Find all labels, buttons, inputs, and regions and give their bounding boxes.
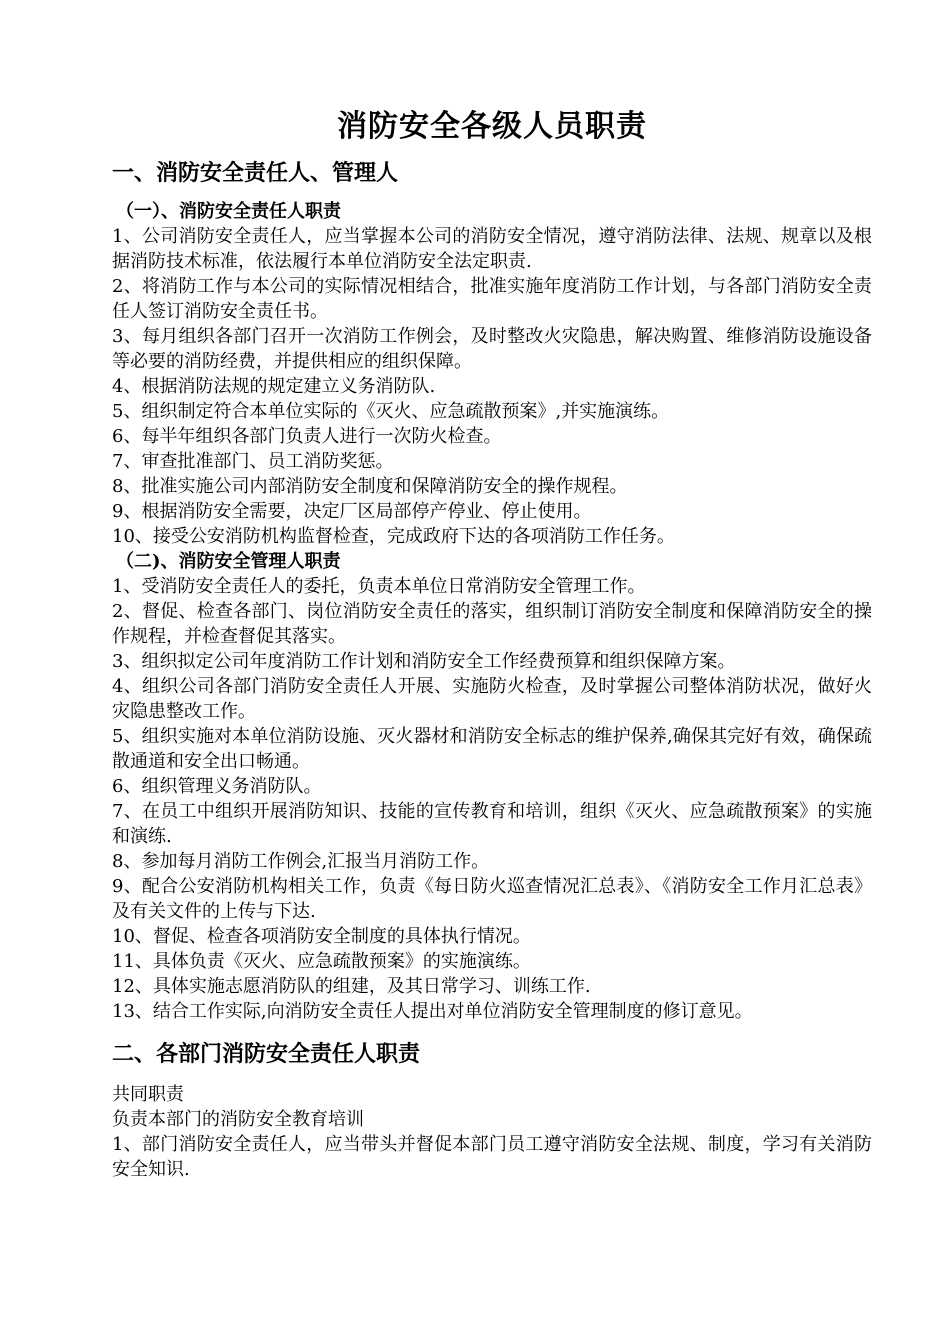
list-item: 6、组织管理义务消防队。 (112, 776, 322, 797)
list-item: 11、具体负责《灭火、应急疏散预案》的实施演练。 (112, 951, 531, 972)
list-item: 1、受消防安全责任人的委托，负责本单位日常消防安全管理工作。 (112, 576, 646, 597)
list-item: 8、参加每月消防工作例会,汇报当月消防工作。 (112, 851, 490, 872)
list-item: 10、督促、检查各项消防安全制度的具体执行情况。 (112, 926, 531, 947)
list-item: 7、审查批准部门、员工消防奖惩。 (112, 451, 394, 472)
list-item: 10、接受公安消防机构监督检查，完成政府下达的各项消防工作任务。 (112, 526, 675, 547)
section-heading: 一、消防安全责任人、管理人 (112, 160, 399, 186)
list-item: 5、组织实施对本单位消防设施、灭火器材和消防安全标志的维护保养,确保其完好有效，确保疏散通道和安全出口畅通。 (112, 726, 872, 772)
list-item: 7、在员工中组织开展消防知识、技能的宣传教育和培训，组织《灭火、应急疏散预案》的实施和演练. (112, 801, 872, 847)
list-item: 12、具体实施志愿消防队的组建，及其日常学习、训练工作. (112, 976, 591, 997)
list-item: 3、每月组织各部门召开一次消防工作例会，及时整改火灾隐患，解决购置、维修消防设施设备等必要的消防经费，并提供相应的组织保障。 (112, 326, 872, 372)
body-line: 共同职责 (112, 1084, 184, 1105)
list-item: 1、部门消防安全责任人，应当带头并督促本部门员工遵守消防安全法规、制度，学习有关消防安全知识. (112, 1134, 872, 1180)
subsection-heading: （一）、消防安全责任人职责 (116, 201, 341, 222)
list-item: 2、将消防工作与本公司的实际情况相结合，批准实施年度消防工作计划，与各部门消防安全责任人签订消防安全责任书。 (112, 276, 872, 322)
body-line: 负责本部门的消防安全教育培训 (112, 1109, 364, 1130)
list-item: 6、每半年组织各部门负责人进行一次防火检查。 (112, 426, 502, 447)
list-item: 4、根据消防法规的规定建立义务消防队. (112, 376, 436, 397)
list-item: 1、公司消防安全责任人，应当掌握本公司的消防安全情况，遵守消防法律、法规、规章以及根据消防技术标准，依法履行本单位消防安全法定职责. (112, 226, 872, 272)
document-title: 消防安全各级人员职责 (337, 109, 647, 144)
list-item: 5、组织制定符合本单位实际的《灭火、应急疏散预案》,并实施演练。 (112, 401, 670, 422)
list-item: 9、根据消防安全需要，决定厂区局部停产停业、停止使用。 (112, 501, 592, 522)
section-heading: 二、各部门消防安全责任人职责 (112, 1041, 421, 1067)
list-item: 9、配合公安消防机构相关工作，负责《每日防火巡查情况汇总表》、《消防安全工作月汇总表》及有关文件的上传与下达. (112, 876, 872, 922)
list-item: 3、组织拟定公司年度消防工作计划和消防安全工作经费预算和组织保障方案。 (112, 651, 736, 672)
list-item: 2、督促、检查各部门、岗位消防安全责任的落实，组织制订消防安全制度和保障消防安全的操作规程，并检查督促其落实。 (112, 601, 872, 647)
list-item: 8、批准实施公司内部消防安全制度和保障消防安全的操作规程。 (112, 476, 628, 497)
list-item: 4、组织公司各部门消防安全责任人开展、实施防火检查，及时掌握公司整体消防状况，做好火灾隐患整改工作。 (112, 676, 872, 722)
list-item: 13、结合工作实际,向消防安全责任人提出对单位消防安全管理制度的修订意见。 (112, 1001, 753, 1022)
document-page (112, 105, 872, 1182)
subsection-heading: （二)、消防安全管理人职责 (116, 551, 341, 572)
